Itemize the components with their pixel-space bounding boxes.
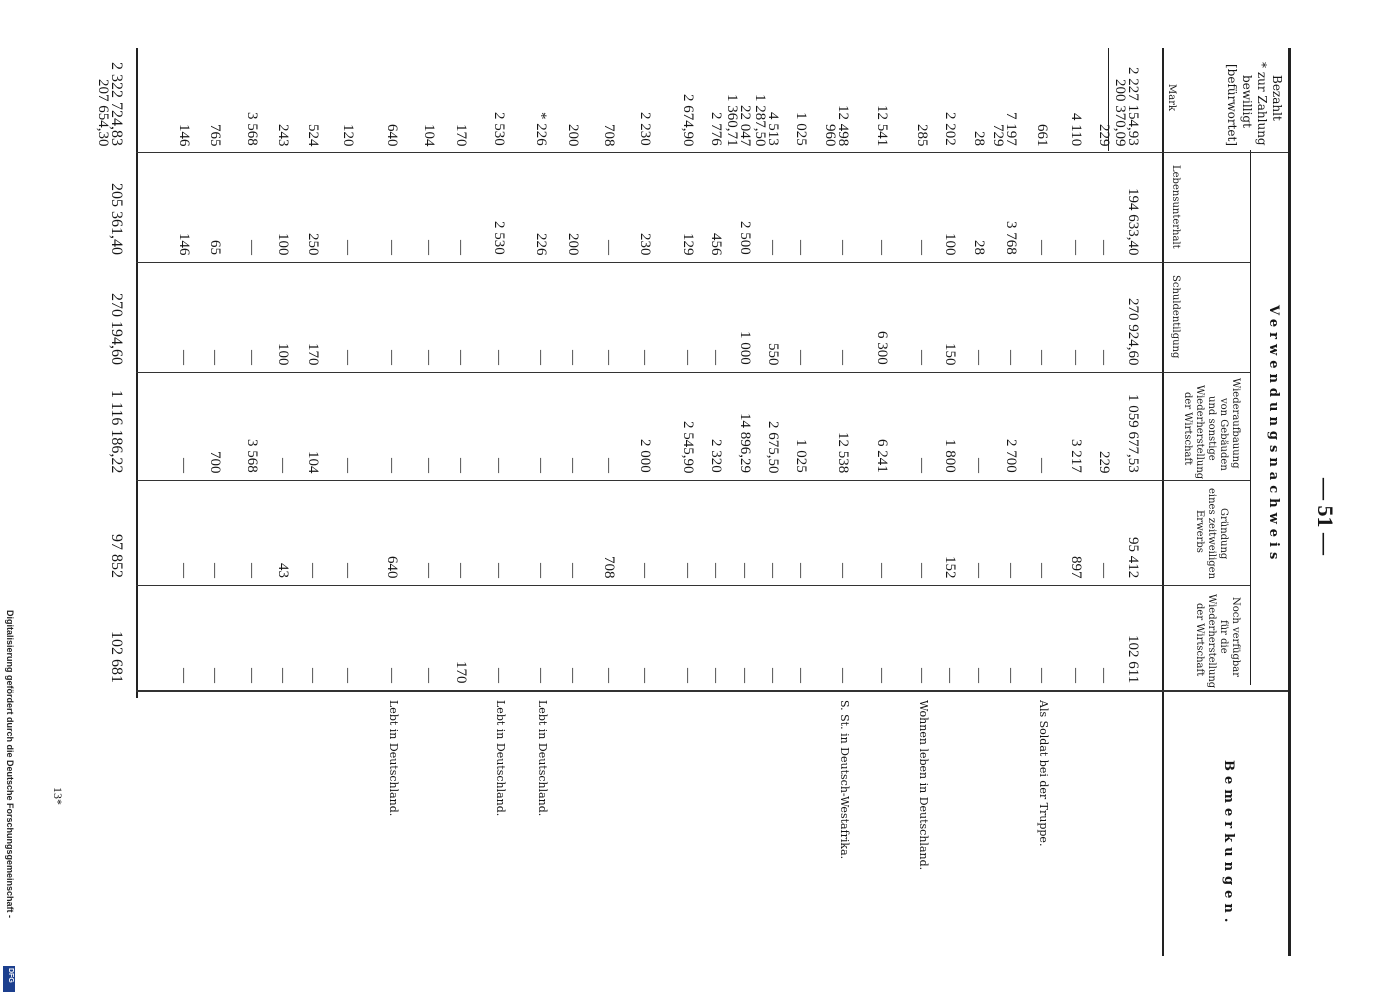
hdr-erwerb-2: eines zeitweiligen: [1206, 488, 1217, 580]
header-bottom-rule: [1162, 48, 1164, 956]
cell-er: —: [1034, 563, 1050, 578]
cell-lu: 100: [942, 232, 958, 255]
hdr-noch-3: Wiederherstellung: [1206, 594, 1217, 689]
cell-nv: —: [708, 668, 724, 683]
cell-paid: 2 530: [491, 112, 507, 146]
header-rule-section: [1250, 150, 1251, 685]
cell-er: —: [637, 563, 653, 578]
cell-st: —: [244, 350, 260, 365]
cell-nv: —: [835, 668, 851, 683]
cell-st: —: [971, 350, 987, 365]
cell-er: —: [421, 563, 437, 578]
cell-er: —: [737, 563, 753, 578]
cell-st: —: [1003, 350, 1019, 365]
cell-lu: —: [384, 240, 400, 255]
table-bottom-rule: [136, 48, 138, 698]
hdr-remarks-title: Bemerkungen.: [1221, 760, 1236, 928]
cell-nv: —: [176, 668, 192, 683]
cell-paid: 243: [275, 123, 291, 146]
cell-wa: —: [421, 458, 437, 473]
cell-wa: —: [340, 458, 356, 473]
cell-wa: 2 000: [637, 439, 653, 473]
cell-nv: —: [244, 668, 260, 683]
cell-paid-secondary: 960: [822, 123, 838, 146]
cell-st: —: [914, 350, 930, 365]
cell-paid: 170: [453, 123, 469, 146]
cell-paid: 2 776: [708, 112, 724, 146]
dfg-logo-icon: DFG: [3, 966, 15, 992]
cell-nv: —: [737, 668, 753, 683]
cell-st: —: [491, 350, 507, 365]
cell-lu: —: [1096, 240, 1112, 255]
cell-lu: 146: [176, 232, 192, 255]
hdr-paid-4: [befürwortet]: [1225, 64, 1239, 147]
total-lu: 205 361,40: [108, 183, 125, 255]
cell-paid: 2 230: [637, 112, 653, 146]
hdr-paid-unit: Mark: [1166, 84, 1177, 112]
cell-er: —: [680, 563, 696, 578]
cell-paid: 146: [176, 123, 192, 146]
cell-paid: * 226: [533, 112, 549, 146]
cell-paid: 4 110: [1068, 112, 1084, 146]
cell-lu: —: [340, 240, 356, 255]
cell-lu: 250: [305, 232, 321, 255]
cell-paid: 28: [971, 131, 987, 146]
cell-nv: —: [601, 668, 617, 683]
cell-er: —: [1096, 563, 1112, 578]
cell-paid: 1 025: [793, 112, 809, 146]
cell-paid-secondary: 729: [990, 123, 1006, 146]
cell-st: —: [384, 350, 400, 365]
cell-wa: 700: [207, 450, 223, 473]
cell-st: 6 300: [874, 331, 890, 365]
cell-nv: —: [971, 668, 987, 683]
cell-paid: 640: [384, 123, 400, 146]
col-sep-5: [136, 585, 1250, 586]
cell-nv: 170: [453, 660, 469, 683]
cell-st: 550: [765, 342, 781, 365]
cell-st: 100: [275, 342, 291, 365]
cell-nv: —: [340, 668, 356, 683]
cell-paid: 2 227 154,93: [1125, 67, 1141, 146]
cell-paid: 12 498: [835, 104, 851, 146]
cell-lu: 100: [275, 232, 291, 255]
cell-remark: Lebt in Deutschland.: [494, 700, 507, 817]
cell-paid: 2 202: [942, 112, 958, 146]
cell-er: 95 412: [1125, 536, 1141, 578]
page-signature: 13*: [51, 787, 65, 805]
cell-paid-secondary: 1 360,71: [724, 93, 740, 146]
cell-er: —: [340, 563, 356, 578]
hdr-wa-5: der Wirtschaft: [1182, 392, 1193, 466]
cell-nv: 102 611: [1125, 634, 1141, 683]
cell-remark: Als Soldat bei der Truppe.: [1037, 700, 1050, 847]
col-sep-6: [136, 690, 1288, 692]
cell-lu: 194 633,40: [1125, 187, 1141, 255]
cell-st: 150: [942, 342, 958, 365]
cell-wa: —: [565, 458, 581, 473]
cell-er: —: [1003, 563, 1019, 578]
cell-er: —: [708, 563, 724, 578]
cell-er: —: [835, 563, 851, 578]
cell-paid: 524: [305, 123, 321, 146]
cell-st: —: [708, 350, 724, 365]
cell-wa: —: [491, 458, 507, 473]
cell-remark: Lebt in Deutschland.: [536, 700, 549, 817]
cell-wa: 104: [305, 450, 321, 473]
cell-remark: Lebt in Deutschland.: [387, 700, 400, 817]
cell-nv: —: [637, 668, 653, 683]
cell-remark: S. St. in Deutsch-Westafrika.: [838, 700, 851, 860]
cell-lu: —: [421, 240, 437, 255]
cell-lu: —: [1034, 240, 1050, 255]
cell-lu: —: [914, 240, 930, 255]
cell-er: —: [765, 563, 781, 578]
cell-nv: —: [765, 668, 781, 683]
cell-st: 1 000: [737, 331, 753, 365]
cell-st: —: [1068, 350, 1084, 365]
page-number: — 51 —: [1313, 478, 1338, 555]
cell-wa: 2 700: [1003, 439, 1019, 473]
cell-er: —: [565, 563, 581, 578]
cell-st: —: [1034, 350, 1050, 365]
cell-st: —: [565, 350, 581, 365]
cell-st: —: [1096, 350, 1112, 365]
cell-er: —: [453, 563, 469, 578]
cell-wa: —: [601, 458, 617, 473]
cell-nv: —: [1096, 668, 1112, 683]
hdr-wa-3: und sonstige: [1206, 396, 1217, 461]
cell-st: —: [680, 350, 696, 365]
cell-st: —: [601, 350, 617, 365]
cell-paid: 7 197: [1003, 112, 1019, 146]
cell-er: —: [491, 563, 507, 578]
cell-wa: 1 800: [942, 439, 958, 473]
col-sep-1: [136, 152, 1288, 153]
cell-wa: —: [1034, 458, 1050, 473]
cell-wa: 14 896,29: [737, 413, 753, 473]
cell-paid: 3 568: [244, 112, 260, 146]
total-er: 97 852: [108, 534, 125, 578]
hdr-section-title: Verwendungsnachweis: [1266, 305, 1281, 565]
cell-er: 152: [942, 555, 958, 578]
cell-lu: —: [874, 240, 890, 255]
cell-st: —: [340, 350, 356, 365]
hdr-lebensunterhalt: Lebensunterhalt: [1170, 165, 1181, 249]
hdr-wa-2: von Gebäuden: [1218, 398, 1229, 471]
cell-nv: —: [914, 668, 930, 683]
cell-st: —: [421, 350, 437, 365]
cell-lu: —: [765, 240, 781, 255]
hdr-paid-2: * zur Zahlung: [1255, 62, 1269, 146]
cell-nv: —: [565, 668, 581, 683]
cell-wa: —: [914, 458, 930, 473]
cell-nv: —: [421, 668, 437, 683]
cell-lu: 28: [971, 240, 987, 255]
cell-paid: 708: [601, 123, 617, 146]
cell-st: —: [793, 350, 809, 365]
cell-nv: —: [1034, 668, 1050, 683]
cell-er: —: [793, 563, 809, 578]
cell-nv: —: [305, 668, 321, 683]
col-sep-4: [136, 480, 1250, 481]
cell-wa: 2 675,50: [765, 420, 781, 473]
cell-wa: —: [453, 458, 469, 473]
hdr-paid-1: Bezahlt: [1270, 75, 1284, 121]
total-nv: 102 681: [108, 631, 125, 683]
cell-er: —: [305, 563, 321, 578]
cell-paid-secondary: 200 370,09: [1112, 78, 1128, 146]
cell-wa: —: [533, 458, 549, 473]
cell-paid: 2 674,90: [680, 93, 696, 146]
digitization-note: Digitalisierung gefördert durch die Deutsche Forschungsgemeinschaft -: [5, 610, 15, 919]
cell-nv: —: [533, 668, 549, 683]
cell-nv: —: [680, 668, 696, 683]
hdr-wa-1: Wiederaufbauung: [1230, 378, 1241, 469]
cell-nv: —: [1003, 668, 1019, 683]
cell-lu: —: [793, 240, 809, 255]
cell-lu: 129: [680, 232, 696, 255]
cell-paid-secondary: 1 287,50: [752, 93, 768, 146]
total-paid-secondary: 207 654,30: [95, 78, 111, 146]
cell-wa: 6 241: [874, 439, 890, 473]
col-sep-2: [136, 262, 1250, 263]
cell-lu: —: [601, 240, 617, 255]
cell-wa: —: [176, 458, 192, 473]
cell-paid: 229: [1096, 123, 1112, 146]
hdr-noch-2: für die: [1218, 620, 1229, 654]
cell-nv: —: [207, 668, 223, 683]
cell-nv: —: [491, 668, 507, 683]
cell-nv: —: [275, 668, 291, 683]
total-paid: 2 322 724,83: [108, 62, 125, 146]
cell-lu: 226: [533, 232, 549, 255]
total-st: 270 194,60: [108, 293, 125, 365]
cell-nv: —: [1068, 668, 1084, 683]
cell-lu: —: [1068, 240, 1084, 255]
hdr-erwerb-1: Gründung: [1218, 508, 1229, 560]
cell-wa: 1 025: [793, 439, 809, 473]
cell-er: 708: [601, 555, 617, 578]
cell-lu: —: [244, 240, 260, 255]
cell-nv: —: [793, 668, 809, 683]
cell-lu: 230: [637, 232, 653, 255]
cell-st: —: [207, 350, 223, 365]
cell-wa: 3 568: [244, 439, 260, 473]
cell-er: —: [176, 563, 192, 578]
cell-wa: 1 059 677,53: [1125, 394, 1141, 473]
cell-paid: 661: [1034, 123, 1050, 146]
cell-st: —: [835, 350, 851, 365]
cell-lu: 456: [708, 232, 724, 255]
table-top-rule: [1288, 48, 1291, 956]
cell-lu: 200: [565, 232, 581, 255]
cell-paid: 765: [207, 123, 223, 146]
cell-st: —: [637, 350, 653, 365]
cell-wa: 2 545,90: [680, 420, 696, 473]
cell-wa: 12 538: [835, 431, 851, 473]
col-sep-3: [136, 372, 1250, 373]
cell-paid: 4 513: [765, 112, 781, 146]
hdr-noch-4: der Wirtschaft: [1194, 603, 1205, 677]
hdr-erwerb-3: Erwerbs: [1194, 510, 1205, 553]
hdr-paid-3: bewilligt: [1240, 75, 1254, 128]
cell-nv: —: [874, 668, 890, 683]
hdr-noch-1: Noch verfügbar: [1230, 597, 1241, 678]
cell-lu: —: [453, 240, 469, 255]
cell-st: 170: [305, 342, 321, 365]
cell-er: 897: [1068, 555, 1084, 578]
cell-paid: 120: [340, 123, 356, 146]
cell-paid: 285: [914, 123, 930, 146]
cell-er: —: [207, 563, 223, 578]
cell-wa: 2 320: [708, 439, 724, 473]
cell-wa: —: [275, 458, 291, 473]
cell-remark: Wohnen leben in Deutschland.: [917, 700, 930, 871]
cell-er: 43: [275, 563, 291, 578]
cell-lu: 3 768: [1003, 221, 1019, 255]
cell-er: —: [971, 563, 987, 578]
cell-wa: —: [384, 458, 400, 473]
hdr-schuldentilgung: Schuldentilgung: [1170, 275, 1181, 359]
total-wa: 1 116 186,22: [108, 389, 125, 473]
cell-wa: 229: [1096, 450, 1112, 473]
cell-nv: —: [942, 668, 958, 683]
cell-er: —: [244, 563, 260, 578]
cell-paid: 22 047: [737, 104, 753, 146]
cell-er: —: [874, 563, 890, 578]
cell-paid: 12 541: [874, 104, 890, 146]
cell-er: —: [914, 563, 930, 578]
cell-er: —: [533, 563, 549, 578]
cell-paid: 200: [565, 123, 581, 146]
cell-st: —: [453, 350, 469, 365]
cell-nv: —: [384, 668, 400, 683]
cell-wa: —: [971, 458, 987, 473]
cell-er: 640: [384, 555, 400, 578]
cell-wa: 3 217: [1068, 439, 1084, 473]
cell-st: 270 924,60: [1125, 297, 1141, 365]
hdr-wa-4: Wiederherstellung: [1194, 385, 1205, 480]
cell-lu: 2 500: [737, 221, 753, 255]
cell-lu: 2 530: [491, 221, 507, 255]
cell-lu: —: [835, 240, 851, 255]
cell-st: —: [176, 350, 192, 365]
cell-st: —: [533, 350, 549, 365]
cell-paid: 104: [421, 123, 437, 146]
cell-lu: 65: [207, 240, 223, 255]
